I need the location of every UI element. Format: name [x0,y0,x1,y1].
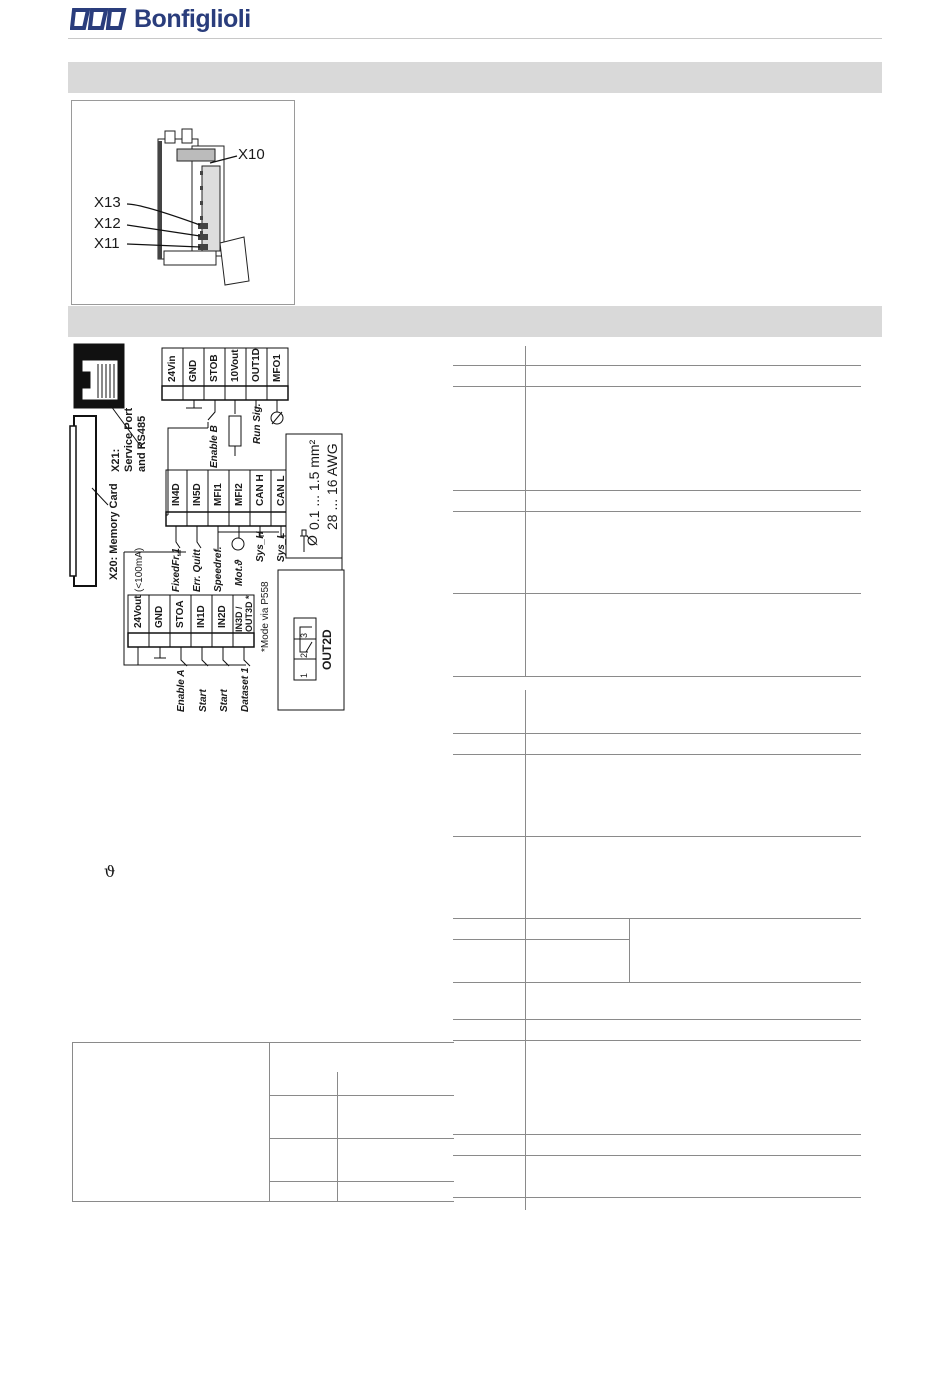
table-row-line [269,1138,454,1139]
x11-terminal-5: IN2D [217,605,228,628]
x12-terminal-2: IN5D [192,483,203,506]
x11-signal-dataset-1: Dataset 1 [240,667,251,712]
table-row-line [72,1201,454,1202]
mode-note: *Mode via P558 [260,581,271,652]
x11-signal-start-1: Start [198,689,209,712]
x11-terminal-6: IN3D / OUT3D * [234,595,254,632]
table-row-line [453,1019,861,1020]
x11-signal-start-2: Start [219,689,230,712]
table-row-line [453,733,861,734]
x12-terminal-4: MFI2 [234,483,245,506]
x12-signal-1: FixedFr.1 [171,548,182,592]
table-row-line [453,836,861,837]
out2d-label: OUT2D [320,629,334,670]
x12-signal-5: Sys_H [255,531,266,562]
x12-signal-4: Mot.ϑ [234,559,245,586]
table-col-divider [269,1042,270,1202]
x10-signal-run-sig: Run Sig. [252,403,263,444]
x10-terminal-4: 10Vout [230,349,241,382]
table-row-line [453,593,861,594]
table-col-divider [629,918,630,982]
brand-logo [70,4,251,34]
brand-name: Bonfiglioli [134,4,251,33]
label-x11: X11 [94,235,120,252]
wiring-lines [68,340,448,720]
table-row-line [453,386,861,387]
label-x12: X12 [94,215,121,232]
table-row-line [453,1134,861,1135]
bonfiglioli-logo-icon [70,6,128,32]
label-x10: X10 [238,146,265,163]
x11-terminal-4: IN1D [196,605,207,628]
x11-terminal-2: GND [154,605,165,628]
table-row-line [453,754,861,755]
wire-spec-mm: 0.1 ... 1.5 mm² [306,439,322,530]
table-row-line [453,939,629,940]
x11-terminal-3: STOA [175,600,186,628]
table-row-line [453,676,861,677]
bottom-left-table [72,1042,454,1202]
x11-signal-enable-a: Enable A [176,669,187,712]
x10-terminal-1: 24Vin [167,355,178,382]
x20-label: X20: Memory Card [108,483,120,580]
table-row-line [453,511,861,512]
table-col-divider [525,690,526,1210]
x10-terminal-3: STOB [209,354,220,382]
wire-spec-awg: 28 ... 16 AWG [324,443,340,530]
x12-terminal-5: CAN H [255,474,266,506]
device-figure-frame [71,100,295,305]
theta-symbol: ϑ [104,862,116,881]
out2d-pin-3: 3 [299,632,309,638]
table-row-line [453,365,861,366]
x21-line1: X21: [110,448,122,472]
out2d-pin-1: 1 [299,672,309,678]
diameter-symbol: Ø [304,535,320,546]
table-row-line [453,918,861,919]
terminal-table [453,340,863,1210]
x10-terminal-5: OUT1D [251,348,262,382]
table-col-divider [337,1072,338,1202]
table-row-line [72,1042,454,1043]
x10-signal-enable-b: Enable B [209,425,220,468]
table-col-divider [72,1042,73,1202]
x21-line3: and RS485 [136,415,148,472]
table-row-line [453,1197,861,1198]
current-limit-note: (<100mA) [134,547,145,592]
x11-terminal-1: 24Vout [133,595,144,628]
x12-terminal-6: CAN L [276,475,287,506]
table-row-line [269,1181,454,1182]
section-header-band [68,62,882,93]
out2d-pin-2: 2 [299,652,309,658]
header-divider [68,38,882,39]
table-row-line [453,1040,861,1041]
x10-terminal-6: MFO1 [272,354,283,382]
table-row-line [453,1155,861,1156]
x12-signal-2: Err. Quitt [192,549,203,592]
label-x13: X13 [94,194,121,211]
section-header-band-2 [68,306,882,337]
table-row-line [269,1095,454,1096]
table-row-line [453,490,861,491]
x12-terminal-3: MFI1 [213,483,224,506]
x12-signal-3: Speedref. [213,546,224,592]
wiring-diagram [68,340,448,720]
x12-signal-6: Sys_L [276,532,287,562]
x10-terminal-2: GND [188,359,199,382]
x12-terminal-1: IN4D [171,483,182,506]
x21-line2: Service Port [123,407,135,472]
table-row-line [453,982,861,983]
